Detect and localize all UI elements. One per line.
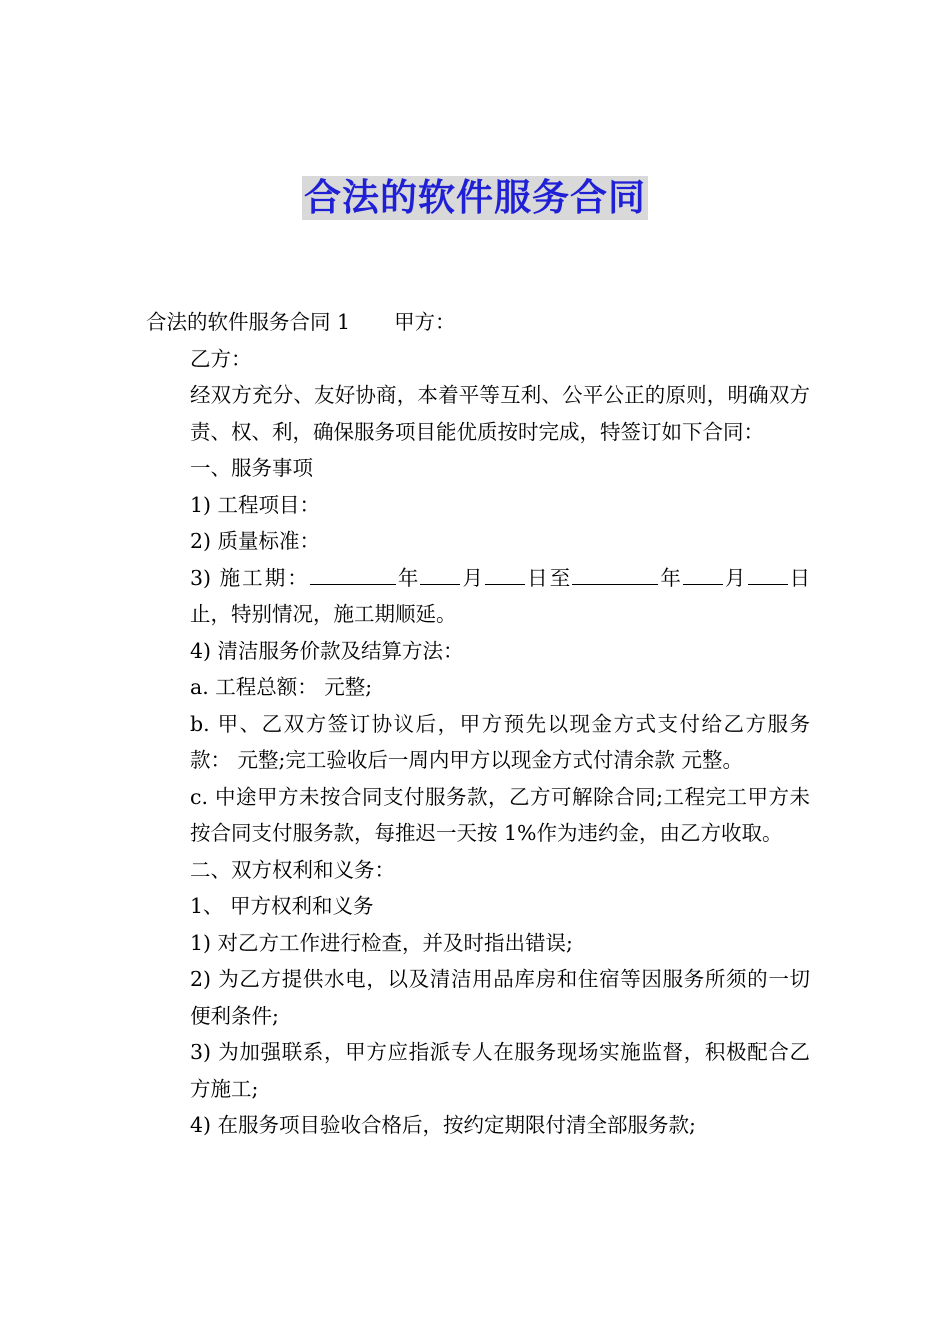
intro-heading: 合法的软件服务合同 1 — [146, 310, 351, 334]
item3-prefix: 3) 施工期： — [190, 565, 310, 590]
intro-line — [146, 304, 810, 341]
item-4: 4) 清洁服务价款及结算方法： — [190, 638, 464, 663]
item-2: 2) 质量标准： — [190, 529, 321, 553]
item3-year-2: 年 — [658, 565, 683, 590]
blank-day-2 — [748, 562, 788, 585]
preamble-paragraph: 经双方充分、友好协商，本着平等互利、公平公正的原则，明确双方责、权、利，确保服务项目能优质按时完成，特签订如下合同： — [190, 383, 810, 444]
subsection1-title: 1、 甲方权利和义务 — [190, 894, 374, 918]
duty-1: 1) 对乙方工作进行检查，并及时指出错误; — [190, 930, 573, 955]
item-4b: b. 甲、乙双方签订协议后，甲方预先以现金方式支付给乙方服务款： 元整;完工验收后一周内甲方以现金方式付清余款 元整。 — [190, 711, 810, 772]
blank-month-2 — [683, 562, 723, 585]
item-4c: c. 中途甲方未按合同支付服务款，乙方可解除合同;工程完工甲方未按合同支付服务款，每推迟一天按 1%作为违约金，由乙方收取。 — [190, 784, 810, 845]
duty-3: 3) 为加强联系，甲方应指派专人在服务现场实施监督，积极配合乙方施工; — [190, 1040, 810, 1101]
document-body — [146, 304, 810, 1144]
blank-day-1 — [485, 562, 525, 585]
party-b-label: 乙方： — [190, 346, 252, 371]
item-3 — [146, 560, 810, 633]
party-b-line — [146, 341, 810, 378]
title-container — [0, 176, 950, 220]
duty-2: 2) 为乙方提供水电，以及清洁用品库房和住宿等因服务所须的一切便利条件; — [190, 967, 810, 1028]
duty-4: 4) 在服务项目验收合格后，按约定期限付清全部服务款; — [190, 1113, 696, 1137]
party-a-label: 甲方： — [394, 310, 456, 334]
item3-day-1: 日至 — [525, 565, 573, 590]
section1-title: 一、服务事项 — [190, 456, 313, 480]
item3-month-2: 月 — [722, 565, 748, 590]
blank-month-1 — [420, 562, 460, 585]
item3-suffix: 日止，特别情况，施工期顺延。 — [190, 565, 811, 626]
item3-month-1: 月 — [460, 565, 486, 590]
blank-year-1 — [310, 562, 396, 585]
blank-year-2 — [572, 562, 658, 585]
item3-year-1: 年 — [395, 565, 421, 590]
item-4a: a. 工程总额： 元整; — [190, 675, 373, 699]
document-title: 合法的软件服务合同 — [304, 176, 646, 219]
item-1: 1) 工程项目： — [190, 492, 321, 517]
section2-title: 二、双方权利和义务： — [190, 857, 395, 882]
